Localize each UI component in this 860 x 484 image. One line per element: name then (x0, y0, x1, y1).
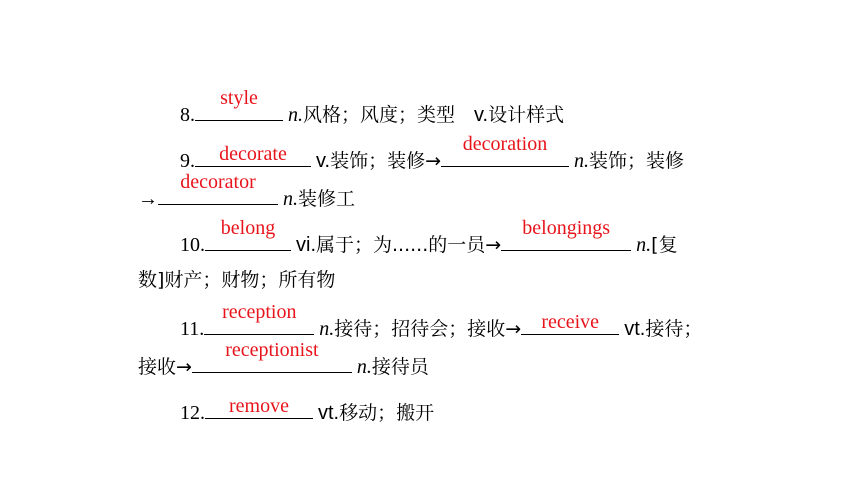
answer-blank[interactable] (158, 171, 278, 205)
meaning: 风格；风度；类型 (303, 104, 456, 126)
part-of-speech: vt. (624, 318, 646, 340)
answer-text: receptionist (225, 339, 319, 361)
item-number: 11. (180, 318, 205, 340)
part-of-speech: n. (356, 356, 372, 378)
item-8 (180, 87, 565, 127)
part-of-speech: v. (474, 104, 489, 126)
answer-blank[interactable] (195, 143, 311, 167)
meaning: 接待；招待会；接收→ (334, 318, 522, 340)
item-9 (180, 133, 685, 173)
meaning: 装饰；装修 (589, 150, 685, 172)
meaning: [复 (651, 234, 678, 256)
answer-blank[interactable] (501, 217, 631, 251)
item-12 (180, 395, 435, 425)
meaning: 设计样式 (488, 104, 565, 126)
item-10-continued (138, 268, 335, 292)
part-of-speech: vt. (318, 402, 340, 424)
item-9-continued (138, 171, 356, 211)
answer-text: style (220, 87, 258, 109)
item-number: 9. (180, 150, 195, 172)
answer-text: receive (541, 311, 600, 333)
answer-blank[interactable] (192, 339, 352, 373)
item-11-continued (138, 339, 429, 379)
part-of-speech: v. (316, 150, 331, 172)
item-10 (180, 217, 678, 257)
answer-blank[interactable] (204, 301, 314, 335)
answer-blank[interactable] (205, 217, 291, 251)
answer-text: belongings (522, 217, 611, 239)
meaning: 接待员 (371, 356, 429, 378)
answer-text: decorator (180, 171, 256, 193)
answer-text: remove (229, 395, 289, 417)
meaning: 移动；搬开 (339, 402, 435, 424)
answer-blank[interactable] (195, 87, 283, 121)
answer-text: decoration (462, 133, 548, 155)
answer-blank[interactable] (521, 311, 619, 335)
answer-blank[interactable] (441, 133, 569, 167)
meaning: 属于；为......的一员→ (316, 234, 502, 256)
meaning: 装饰；装修→ (330, 150, 441, 172)
meaning: 装修工 (298, 188, 356, 210)
part-of-speech: n. (283, 188, 298, 210)
item-11 (180, 301, 703, 341)
item-number: 8. (180, 104, 195, 126)
part-of-speech: n. (574, 150, 589, 172)
answer-blank[interactable] (205, 395, 313, 419)
arrow-prefix: → (138, 188, 158, 210)
part-of-speech: n. (319, 318, 335, 340)
answer-text: belong (220, 217, 276, 239)
meaning: 接待； (645, 318, 703, 340)
part-of-speech: vi. (296, 234, 316, 256)
part-of-speech: n. (288, 104, 303, 126)
meaning: 数]财产；财物；所有物 (138, 269, 336, 291)
item-number: 10. (180, 234, 205, 256)
item-number: 12. (180, 402, 205, 424)
answer-text: decorate (219, 143, 287, 165)
answer-text: reception (222, 301, 297, 323)
arrow-prefix: 接收→ (138, 356, 192, 378)
part-of-speech: n. (636, 234, 652, 256)
